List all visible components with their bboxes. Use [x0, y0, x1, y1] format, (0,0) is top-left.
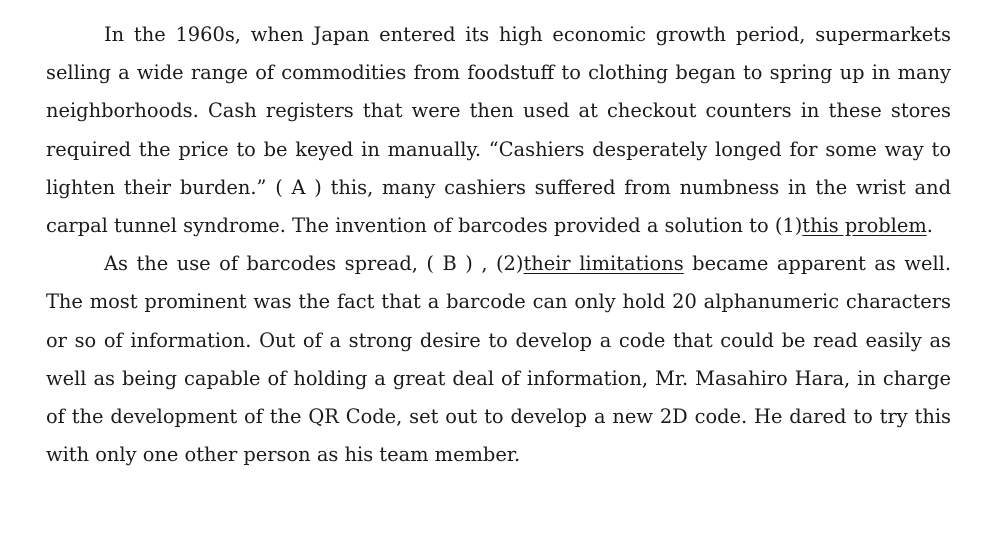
passage	[46, 16, 951, 474]
paragraph-1-end: .	[926, 214, 933, 238]
underlined-this-problem: this problem	[802, 214, 927, 238]
paragraph-2-start: As the use of barcodes spread, ( B ) , (2)	[104, 252, 524, 276]
paragraph-2	[46, 245, 951, 474]
paragraph-1-text: In the 1960s, when Japan entered its high economic growth period, supermarkets selling a wide range of commodities from foodstuff to clothing began to spring up in many neighborhoods. Cash registers that were then used at checkout counters in these stores required the price to be keyed in manually. “Cashiers desperately longed for some way to lighten their burden.” ( A ) this, many cashiers suffered from numbness in the wrist and carpal tunnel syndrome. The invention of barcodes provided a solution to (1)	[46, 23, 951, 238]
underlined-their-limitations: their limitations	[523, 252, 684, 276]
paragraph-2-text: became apparent as well. The most prominent was the fact that a barcode can only hold 20 alphanumeric characters or so of information. Out of a strong desire to develop a code that could be read easily as well as being capable of holding a great deal of information, Mr. Masahiro Hara, in charge of the development of the QR Code, set out to develop a new 2D code. He dared to try this with only one other person as his team member.	[46, 252, 952, 467]
paragraph-1	[46, 16, 951, 245]
